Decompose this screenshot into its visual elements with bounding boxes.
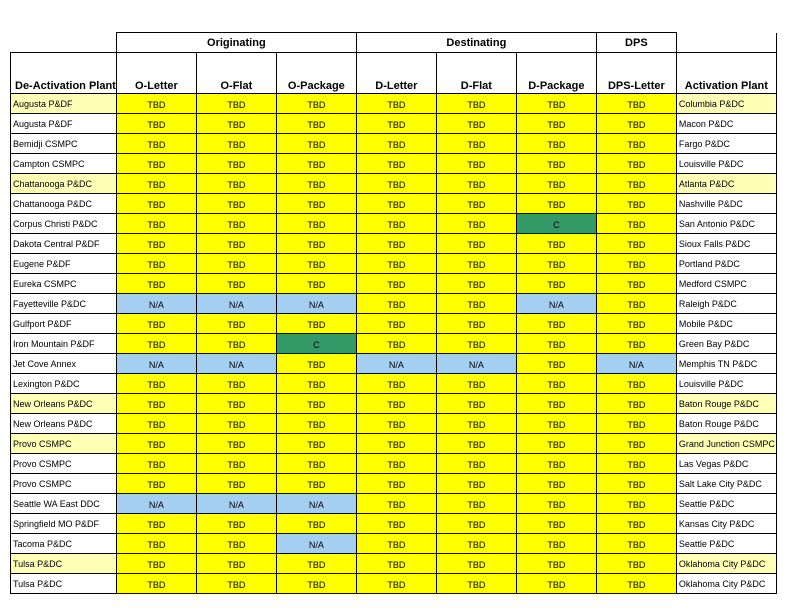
- col-header-d-letter: D-Letter: [356, 53, 436, 94]
- status-cell: TBD: [516, 274, 596, 294]
- status-cell: TBD: [116, 374, 196, 394]
- table-row: [11, 194, 777, 214]
- status-cell: TBD: [356, 414, 436, 434]
- status-cell: TBD: [116, 534, 196, 554]
- status-cell: TBD: [196, 554, 276, 574]
- status-cell: TBD: [196, 274, 276, 294]
- activation-plant-cell: Portland P&DC: [676, 254, 776, 274]
- table-row: [11, 374, 777, 394]
- table-row: [11, 314, 777, 334]
- activation-plant-cell: Baton Rouge P&DC: [676, 394, 776, 414]
- table-row: [11, 494, 777, 514]
- status-cell: TBD: [596, 454, 676, 474]
- table-row: [11, 574, 777, 594]
- deactivation-plant-cell: Provo CSMPC: [11, 474, 117, 494]
- status-cell: TBD: [516, 254, 596, 274]
- status-cell: TBD: [436, 574, 516, 594]
- status-cell: TBD: [436, 314, 516, 334]
- activation-plant-cell: Green Bay P&DC: [676, 334, 776, 354]
- status-cell: N/A: [596, 354, 676, 374]
- col-header-o-letter: O-Letter: [116, 53, 196, 94]
- table-row: [11, 454, 777, 474]
- status-cell: N/A: [276, 534, 356, 554]
- status-cell: TBD: [116, 474, 196, 494]
- status-cell: TBD: [356, 234, 436, 254]
- activation-plant-cell: Louisville P&DC: [676, 374, 776, 394]
- status-cell: TBD: [436, 114, 516, 134]
- status-cell: TBD: [596, 314, 676, 334]
- status-cell: TBD: [596, 394, 676, 414]
- status-cell: TBD: [516, 474, 596, 494]
- table-row: [11, 534, 777, 554]
- status-cell: N/A: [116, 354, 196, 374]
- table-row: [11, 214, 777, 234]
- status-cell: TBD: [196, 114, 276, 134]
- deactivation-plant-cell: Tulsa P&DC: [11, 574, 117, 594]
- group-header-dps: DPS: [596, 33, 676, 53]
- col-header-o-package: O-Package: [276, 53, 356, 94]
- deactivation-plant-cell: Jet Cove Annex: [11, 354, 117, 374]
- status-cell: TBD: [196, 434, 276, 454]
- status-cell: TBD: [356, 474, 436, 494]
- deactivation-plant-cell: Seattle WA East DDC: [11, 494, 117, 514]
- status-cell: TBD: [116, 414, 196, 434]
- status-cell: TBD: [516, 114, 596, 134]
- table-body: [11, 94, 777, 594]
- status-cell: TBD: [516, 134, 596, 154]
- plant-activation-table: [10, 32, 777, 594]
- status-cell: TBD: [436, 374, 516, 394]
- status-cell: TBD: [516, 334, 596, 354]
- status-cell: TBD: [596, 334, 676, 354]
- status-cell: TBD: [436, 254, 516, 274]
- status-cell: TBD: [356, 94, 436, 114]
- status-cell: N/A: [196, 354, 276, 374]
- status-cell: TBD: [196, 334, 276, 354]
- status-cell: TBD: [276, 554, 356, 574]
- status-cell: TBD: [356, 274, 436, 294]
- status-cell: TBD: [436, 234, 516, 254]
- activation-plant-cell: Nashville P&DC: [676, 194, 776, 214]
- status-cell: TBD: [356, 114, 436, 134]
- deactivation-plant-cell: Corpus Christi P&DC: [11, 214, 117, 234]
- activation-plant-cell: Raleigh P&DC: [676, 294, 776, 314]
- status-cell: TBD: [196, 154, 276, 174]
- deactivation-plant-cell: Provo CSMPC: [11, 454, 117, 474]
- status-cell: TBD: [516, 374, 596, 394]
- status-cell: TBD: [116, 514, 196, 534]
- status-cell: TBD: [356, 434, 436, 454]
- status-cell: TBD: [196, 394, 276, 414]
- status-cell: TBD: [436, 214, 516, 234]
- status-cell: TBD: [276, 134, 356, 154]
- column-header-row: [11, 53, 777, 94]
- status-cell: TBD: [436, 194, 516, 214]
- activation-plant-cell: Las Vegas P&DC: [676, 454, 776, 474]
- table-row: [11, 474, 777, 494]
- status-cell: TBD: [356, 514, 436, 534]
- deactivation-plant-cell: Tulsa P&DC: [11, 554, 117, 574]
- activation-plant-cell: Baton Rouge P&DC: [676, 414, 776, 434]
- status-cell: TBD: [276, 214, 356, 234]
- status-cell: TBD: [196, 514, 276, 534]
- activation-plant-cell: Oklahoma City P&DC: [676, 574, 776, 594]
- status-cell: TBD: [596, 374, 676, 394]
- status-cell: TBD: [596, 414, 676, 434]
- table-row: [11, 294, 777, 314]
- deactivation-plant-cell: Fayetteville P&DC: [11, 294, 117, 314]
- status-cell: TBD: [116, 114, 196, 134]
- status-cell: TBD: [116, 154, 196, 174]
- status-cell: TBD: [516, 434, 596, 454]
- table-row: [11, 414, 777, 434]
- status-cell: N/A: [516, 294, 596, 314]
- status-cell: TBD: [356, 214, 436, 234]
- status-cell: TBD: [436, 534, 516, 554]
- status-cell: TBD: [116, 254, 196, 274]
- status-cell: TBD: [356, 314, 436, 334]
- deactivation-plant-cell: Augusta P&DF: [11, 94, 117, 114]
- status-cell: TBD: [436, 294, 516, 314]
- status-cell: TBD: [196, 94, 276, 114]
- status-cell: TBD: [516, 574, 596, 594]
- table-row: [11, 394, 777, 414]
- table-row: [11, 354, 777, 374]
- status-cell: TBD: [196, 314, 276, 334]
- status-cell: TBD: [116, 434, 196, 454]
- status-cell: TBD: [196, 454, 276, 474]
- activation-plant-cell: Grand Junction CSMPC: [676, 434, 776, 454]
- status-cell: TBD: [596, 174, 676, 194]
- status-cell: TBD: [116, 274, 196, 294]
- status-cell: TBD: [196, 534, 276, 554]
- deactivation-plant-cell: Bemidji CSMPC: [11, 134, 117, 154]
- group-header-row: [11, 33, 777, 53]
- status-cell: N/A: [116, 494, 196, 514]
- status-cell: TBD: [596, 274, 676, 294]
- status-cell: TBD: [276, 374, 356, 394]
- status-cell: TBD: [196, 574, 276, 594]
- table-row: [11, 94, 777, 114]
- status-cell: TBD: [116, 214, 196, 234]
- status-cell: TBD: [596, 474, 676, 494]
- status-cell: TBD: [356, 134, 436, 154]
- status-cell: TBD: [436, 454, 516, 474]
- status-cell: TBD: [516, 514, 596, 534]
- status-cell: TBD: [356, 534, 436, 554]
- status-cell: TBD: [436, 514, 516, 534]
- status-cell: TBD: [276, 454, 356, 474]
- activation-plant-cell: San Antonio P&DC: [676, 214, 776, 234]
- status-cell: C: [276, 334, 356, 354]
- status-cell: TBD: [436, 394, 516, 414]
- activation-plant-cell: Mobile P&DC: [676, 314, 776, 334]
- status-cell: TBD: [436, 434, 516, 454]
- status-cell: TBD: [596, 294, 676, 314]
- deactivation-plant-cell: Springfield MO P&DF: [11, 514, 117, 534]
- status-cell: N/A: [276, 294, 356, 314]
- status-cell: TBD: [276, 474, 356, 494]
- group-header-originating: Originating: [116, 33, 356, 53]
- status-cell: TBD: [516, 554, 596, 574]
- activation-plant-cell: Kansas City P&DC: [676, 514, 776, 534]
- status-cell: TBD: [116, 134, 196, 154]
- status-cell: TBD: [196, 174, 276, 194]
- col-header-o-flat: O-Flat: [196, 53, 276, 94]
- status-cell: TBD: [436, 134, 516, 154]
- status-cell: TBD: [276, 94, 356, 114]
- status-cell: TBD: [516, 494, 596, 514]
- status-cell: TBD: [516, 394, 596, 414]
- status-cell: TBD: [596, 494, 676, 514]
- activation-plant-cell: Salt Lake City P&DC: [676, 474, 776, 494]
- deactivation-plant-cell: Gulfport P&DF: [11, 314, 117, 334]
- activation-plant-cell: Memphis TN P&DC: [676, 354, 776, 374]
- status-cell: TBD: [196, 194, 276, 214]
- status-cell: TBD: [276, 114, 356, 134]
- status-cell: TBD: [276, 254, 356, 274]
- deactivation-plant-cell: Provo CSMPC: [11, 434, 117, 454]
- status-cell: TBD: [356, 174, 436, 194]
- status-cell: TBD: [356, 574, 436, 594]
- status-cell: TBD: [596, 434, 676, 454]
- status-cell: TBD: [596, 94, 676, 114]
- status-cell: TBD: [516, 454, 596, 474]
- status-cell: TBD: [596, 254, 676, 274]
- status-cell: TBD: [116, 554, 196, 574]
- status-cell: TBD: [596, 194, 676, 214]
- status-cell: TBD: [356, 334, 436, 354]
- status-cell: TBD: [196, 414, 276, 434]
- col-header-d-package: D-Package: [516, 53, 596, 94]
- group-header-destinating: Destinating: [356, 33, 596, 53]
- deactivation-plant-cell: New Orleans P&DC: [11, 394, 117, 414]
- group-header-blank: [676, 33, 776, 53]
- status-cell: TBD: [116, 94, 196, 114]
- status-cell: TBD: [596, 514, 676, 534]
- status-cell: TBD: [116, 194, 196, 214]
- status-cell: TBD: [276, 234, 356, 254]
- status-cell: TBD: [196, 134, 276, 154]
- status-cell: TBD: [276, 154, 356, 174]
- status-cell: TBD: [276, 174, 356, 194]
- table-row: [11, 134, 777, 154]
- status-cell: N/A: [116, 294, 196, 314]
- table-row: [11, 554, 777, 574]
- deactivation-plant-cell: Tacoma P&DC: [11, 534, 117, 554]
- deactivation-plant-cell: Iron Mountain P&DF: [11, 334, 117, 354]
- status-cell: TBD: [196, 474, 276, 494]
- table-row: [11, 174, 777, 194]
- status-cell: TBD: [516, 194, 596, 214]
- status-cell: TBD: [356, 154, 436, 174]
- status-cell: TBD: [436, 154, 516, 174]
- status-cell: TBD: [516, 234, 596, 254]
- status-cell: TBD: [436, 494, 516, 514]
- status-cell: TBD: [516, 314, 596, 334]
- table-row: [11, 154, 777, 174]
- activation-plant-cell: Atlanta P&DC: [676, 174, 776, 194]
- col-header-deactivation-plant: De-Activation Plant: [11, 53, 117, 94]
- status-cell: TBD: [436, 414, 516, 434]
- status-cell: TBD: [436, 174, 516, 194]
- status-cell: TBD: [596, 554, 676, 574]
- status-cell: N/A: [436, 354, 516, 374]
- status-cell: TBD: [116, 574, 196, 594]
- deactivation-plant-cell: New Orleans P&DC: [11, 414, 117, 434]
- deactivation-plant-cell: Chattanooga P&DC: [11, 174, 117, 194]
- status-cell: TBD: [436, 94, 516, 114]
- status-cell: TBD: [276, 274, 356, 294]
- status-cell: TBD: [276, 514, 356, 534]
- status-cell: TBD: [116, 174, 196, 194]
- status-cell: TBD: [276, 314, 356, 334]
- deactivation-plant-cell: Eugene P&DF: [11, 254, 117, 274]
- table-row: [11, 334, 777, 354]
- status-cell: TBD: [356, 294, 436, 314]
- activation-plant-cell: Medford CSMPC: [676, 274, 776, 294]
- activation-plant-cell: Oklahoma City P&DC: [676, 554, 776, 574]
- status-cell: C: [516, 214, 596, 234]
- status-cell: TBD: [356, 454, 436, 474]
- deactivation-plant-cell: Chattanooga P&DC: [11, 194, 117, 214]
- status-cell: TBD: [276, 434, 356, 454]
- status-cell: TBD: [276, 394, 356, 414]
- status-cell: TBD: [356, 394, 436, 414]
- status-cell: TBD: [196, 214, 276, 234]
- status-cell: TBD: [356, 374, 436, 394]
- table-row: [11, 274, 777, 294]
- activation-plant-cell: Macon P&DC: [676, 114, 776, 134]
- activation-plant-cell: Seattle P&DC: [676, 534, 776, 554]
- status-cell: N/A: [356, 354, 436, 374]
- status-cell: N/A: [196, 294, 276, 314]
- table-row: [11, 514, 777, 534]
- status-cell: TBD: [516, 94, 596, 114]
- group-header-blank: [11, 33, 117, 53]
- status-cell: N/A: [276, 494, 356, 514]
- activation-plant-cell: Fargo P&DC: [676, 134, 776, 154]
- status-cell: TBD: [596, 114, 676, 134]
- status-cell: TBD: [116, 234, 196, 254]
- activation-plant-cell: Louisville P&DC: [676, 154, 776, 174]
- status-cell: TBD: [116, 394, 196, 414]
- status-cell: TBD: [276, 194, 356, 214]
- status-cell: TBD: [356, 194, 436, 214]
- status-cell: TBD: [516, 154, 596, 174]
- status-cell: TBD: [276, 574, 356, 594]
- status-cell: TBD: [196, 254, 276, 274]
- activation-plant-cell: Seattle P&DC: [676, 494, 776, 514]
- status-cell: TBD: [356, 494, 436, 514]
- status-cell: N/A: [196, 494, 276, 514]
- status-cell: TBD: [436, 554, 516, 574]
- table-row: [11, 254, 777, 274]
- status-cell: TBD: [116, 334, 196, 354]
- status-cell: TBD: [356, 254, 436, 274]
- status-cell: TBD: [596, 234, 676, 254]
- deactivation-plant-cell: Campton CSMPC: [11, 154, 117, 174]
- status-cell: TBD: [276, 354, 356, 374]
- status-cell: TBD: [116, 454, 196, 474]
- table-row: [11, 234, 777, 254]
- deactivation-plant-cell: Dakota Central P&DF: [11, 234, 117, 254]
- status-cell: TBD: [116, 314, 196, 334]
- activation-plant-cell: Columbia P&DC: [676, 94, 776, 114]
- table-row: [11, 434, 777, 454]
- deactivation-plant-cell: Augusta P&DF: [11, 114, 117, 134]
- table-row: [11, 114, 777, 134]
- status-cell: TBD: [596, 574, 676, 594]
- status-cell: TBD: [356, 554, 436, 574]
- status-cell: TBD: [516, 174, 596, 194]
- status-cell: TBD: [516, 534, 596, 554]
- status-cell: TBD: [516, 354, 596, 374]
- deactivation-plant-cell: Eureka CSMPC: [11, 274, 117, 294]
- status-cell: TBD: [596, 154, 676, 174]
- activation-plant-cell: Sioux Falls P&DC: [676, 234, 776, 254]
- status-cell: TBD: [196, 374, 276, 394]
- status-cell: TBD: [596, 134, 676, 154]
- status-cell: TBD: [436, 474, 516, 494]
- status-cell: TBD: [516, 414, 596, 434]
- col-header-activation-plant: Activation Plant: [676, 53, 776, 94]
- status-cell: TBD: [436, 274, 516, 294]
- status-cell: TBD: [596, 214, 676, 234]
- status-cell: TBD: [436, 334, 516, 354]
- status-cell: TBD: [196, 234, 276, 254]
- col-header-d-flat: D-Flat: [436, 53, 516, 94]
- status-cell: TBD: [276, 414, 356, 434]
- status-cell: TBD: [596, 534, 676, 554]
- col-header-dps-letter: DPS-Letter: [596, 53, 676, 94]
- deactivation-plant-cell: Lexington P&DC: [11, 374, 117, 394]
